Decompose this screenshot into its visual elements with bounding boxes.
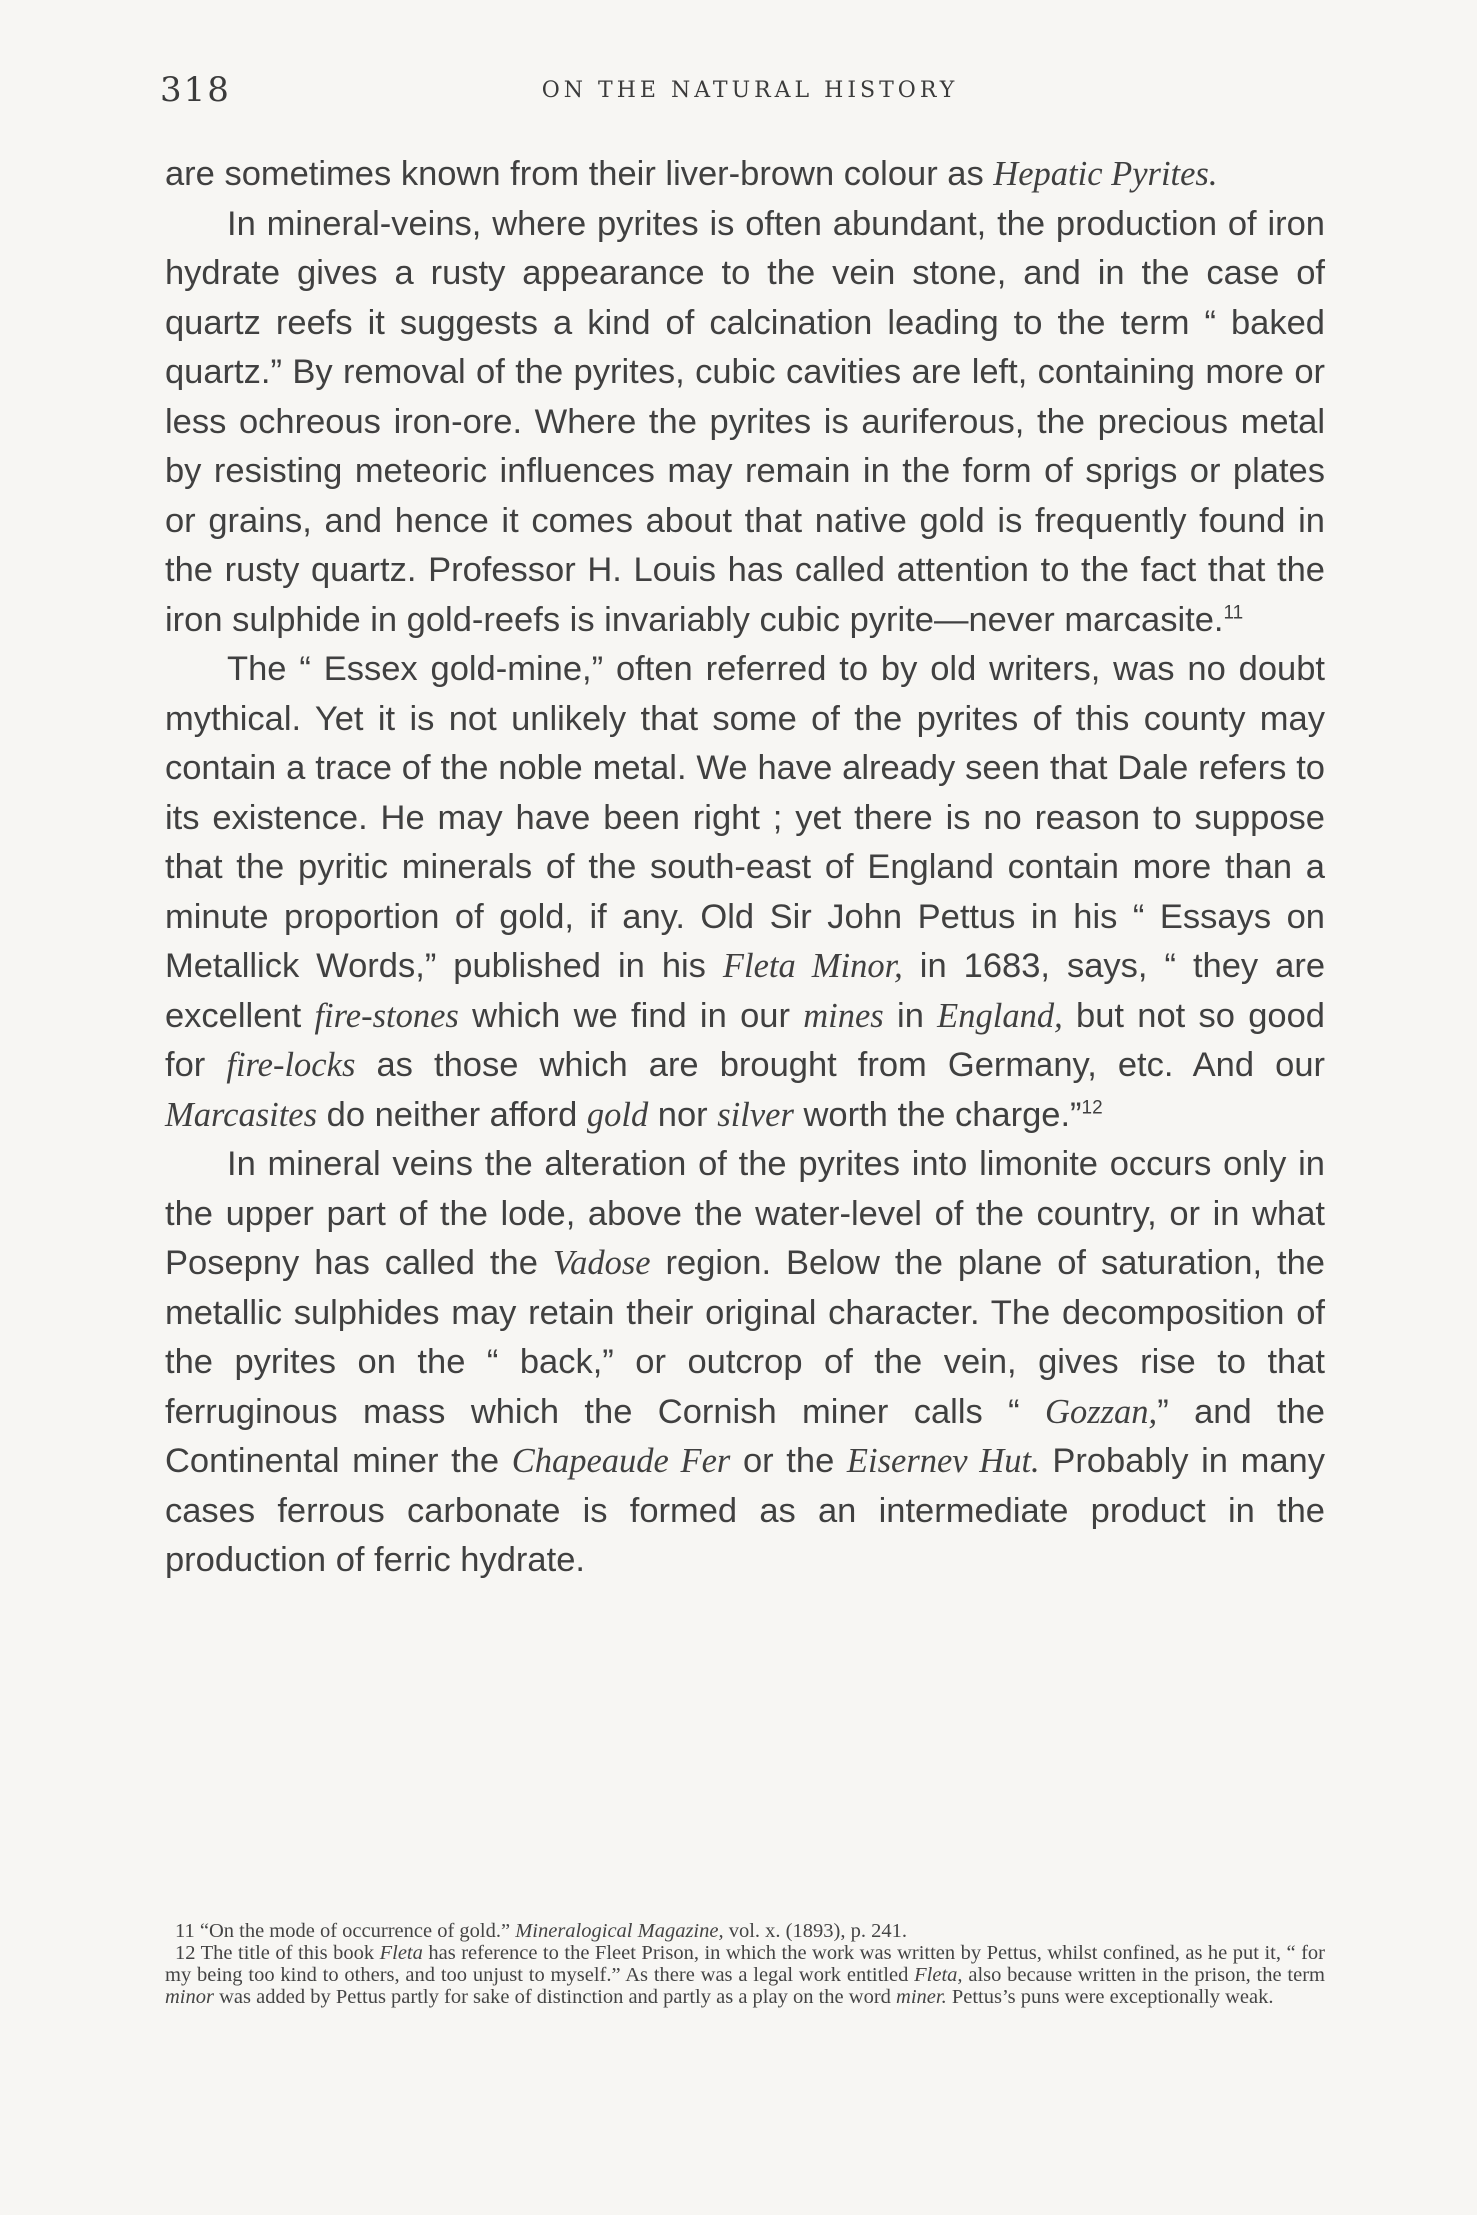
italic-run: Chapeaude Fer bbox=[511, 1442, 731, 1480]
footnote-ref: 12 bbox=[1081, 1097, 1103, 1118]
italic-run: Fleta, bbox=[914, 1964, 963, 1986]
italic-run: England, bbox=[937, 996, 1063, 1035]
text-run: in 1683, says, “ they are excellent bbox=[165, 947, 1326, 1035]
body-text bbox=[165, 150, 1325, 1586]
text-run: vol. x. (1893), p. 241. bbox=[723, 1920, 907, 1942]
italic-run: Vadose bbox=[552, 1244, 651, 1282]
text-run: Probably in many cases ferrous carbonate is formed as an intermediate product in the production of ferric hydrate. bbox=[165, 1442, 1325, 1579]
italic-run: silver bbox=[717, 1095, 794, 1134]
page-header bbox=[160, 70, 1340, 130]
paragraph bbox=[165, 150, 1325, 200]
text-run: was added by Pettus partly for sake of distinction and partly as a play on the word bbox=[213, 1986, 897, 2008]
footnote-11 bbox=[165, 1920, 1325, 1942]
text-run: 12 The title of this book bbox=[175, 1942, 380, 1964]
italic-run: Mineralogical Magazine, bbox=[515, 1920, 724, 1942]
italic-run: gold bbox=[586, 1095, 649, 1134]
text-run: as those which are brought from Germany, etc. And our bbox=[355, 1046, 1325, 1084]
italic-run: fire-stones bbox=[314, 996, 459, 1035]
paragraph bbox=[165, 200, 1325, 646]
page-number: 318 bbox=[160, 70, 231, 110]
italic-run: Gozzan, bbox=[1045, 1392, 1158, 1431]
italic-run: miner. bbox=[896, 1986, 947, 2008]
text-run: or the bbox=[730, 1442, 847, 1480]
italic-run: Eisernev Hut. bbox=[846, 1442, 1040, 1480]
text-run: which we find in our bbox=[458, 996, 804, 1035]
running-head: ON THE NATURAL HISTORY bbox=[541, 78, 959, 103]
text-run: nor bbox=[648, 1095, 718, 1134]
text-run: do neither afford bbox=[317, 1095, 587, 1134]
text-run: worth the charge.” bbox=[793, 1095, 1082, 1134]
italic-run: mines bbox=[803, 996, 884, 1035]
text-run: region. Below the plane of saturation, the metallic sulphides may retain their original character. The decomposition of the pyrites on the “ back,” or outcrop of the vein, gives rise to that ferruginous mass which the Cornish miner calls “ bbox=[165, 1244, 1325, 1431]
text-run: also because written in the prison, the term bbox=[962, 1964, 1325, 1986]
text-run: In mineral veins the alteration of the pyrites into limonite occurs only in the upper part of the lode, above the water-level of the country, or in what Posepny has called the bbox=[165, 1145, 1325, 1282]
italic-run: fire-locks bbox=[226, 1046, 356, 1084]
italic-run: Marcasites bbox=[165, 1095, 318, 1134]
text-run: are sometimes known from their liver-brown colour as bbox=[165, 155, 994, 193]
paragraph bbox=[165, 1140, 1325, 1586]
footnotes bbox=[165, 1920, 1325, 2008]
italic-run: Fleta bbox=[379, 1942, 423, 1964]
text-run: 11 “On the mode of occurrence of gold.” bbox=[175, 1920, 516, 1942]
paragraph bbox=[165, 645, 1325, 1140]
text-run: but not so good for bbox=[165, 996, 1325, 1084]
text-run: In mineral-veins, where pyrites is often abundant, the production of iron hydrate gives a rusty appearance to the vein stone, and in the case of quartz reefs it suggests a kind of calcination leading to the term “ baked quartz.” By removal of the pyrites, cubic cavities are left, containing more or less ochreous iron-ore. Where the pyrites is auriferous, the precious metal by resisting meteoric influences may remain in the form of sprigs or plates or grains, and hence it comes about that native gold is frequently found in the rusty quartz. Professor H. Louis has called attention to the fact that the iron sulphide in gold-reefs is invariably cubic pyrite—never marcasite. bbox=[165, 204, 1325, 639]
text-run: ” and the Continental miner the bbox=[165, 1392, 1325, 1480]
text-run: has reference to the Fleet Prison, in which the work was written by Pettus, whilst confined, as he put it, “ for my being too kind to others, and too unjust to myself.” As there was a legal work entitled bbox=[165, 1942, 1326, 1986]
italic-run: Hepatic Pyrites. bbox=[993, 155, 1218, 193]
text-run: Pettus’s puns were exceptionally weak. bbox=[946, 1986, 1274, 2008]
text-run: The “ Essex gold-mine,” often referred to by old writers, was no doubt mythical. Yet it is not unlikely that some of the pyrites of this county may contain a trace of the noble metal. We have already seen that Dale refers to its existence. He may have been right ; yet there is no reason to suppose that the pyritic minerals of the south-east of England contain more than a minute proportion of gold, if any. Old Sir John Pettus in his “ Essays on Metallick Words,” published in his bbox=[165, 650, 1325, 985]
text-run: in bbox=[883, 996, 938, 1035]
footnote-ref: 11 bbox=[1223, 602, 1244, 623]
footnote-12 bbox=[165, 1942, 1325, 2008]
italic-run: minor bbox=[165, 1986, 214, 2008]
italic-run: Fleta Minor, bbox=[722, 947, 903, 985]
